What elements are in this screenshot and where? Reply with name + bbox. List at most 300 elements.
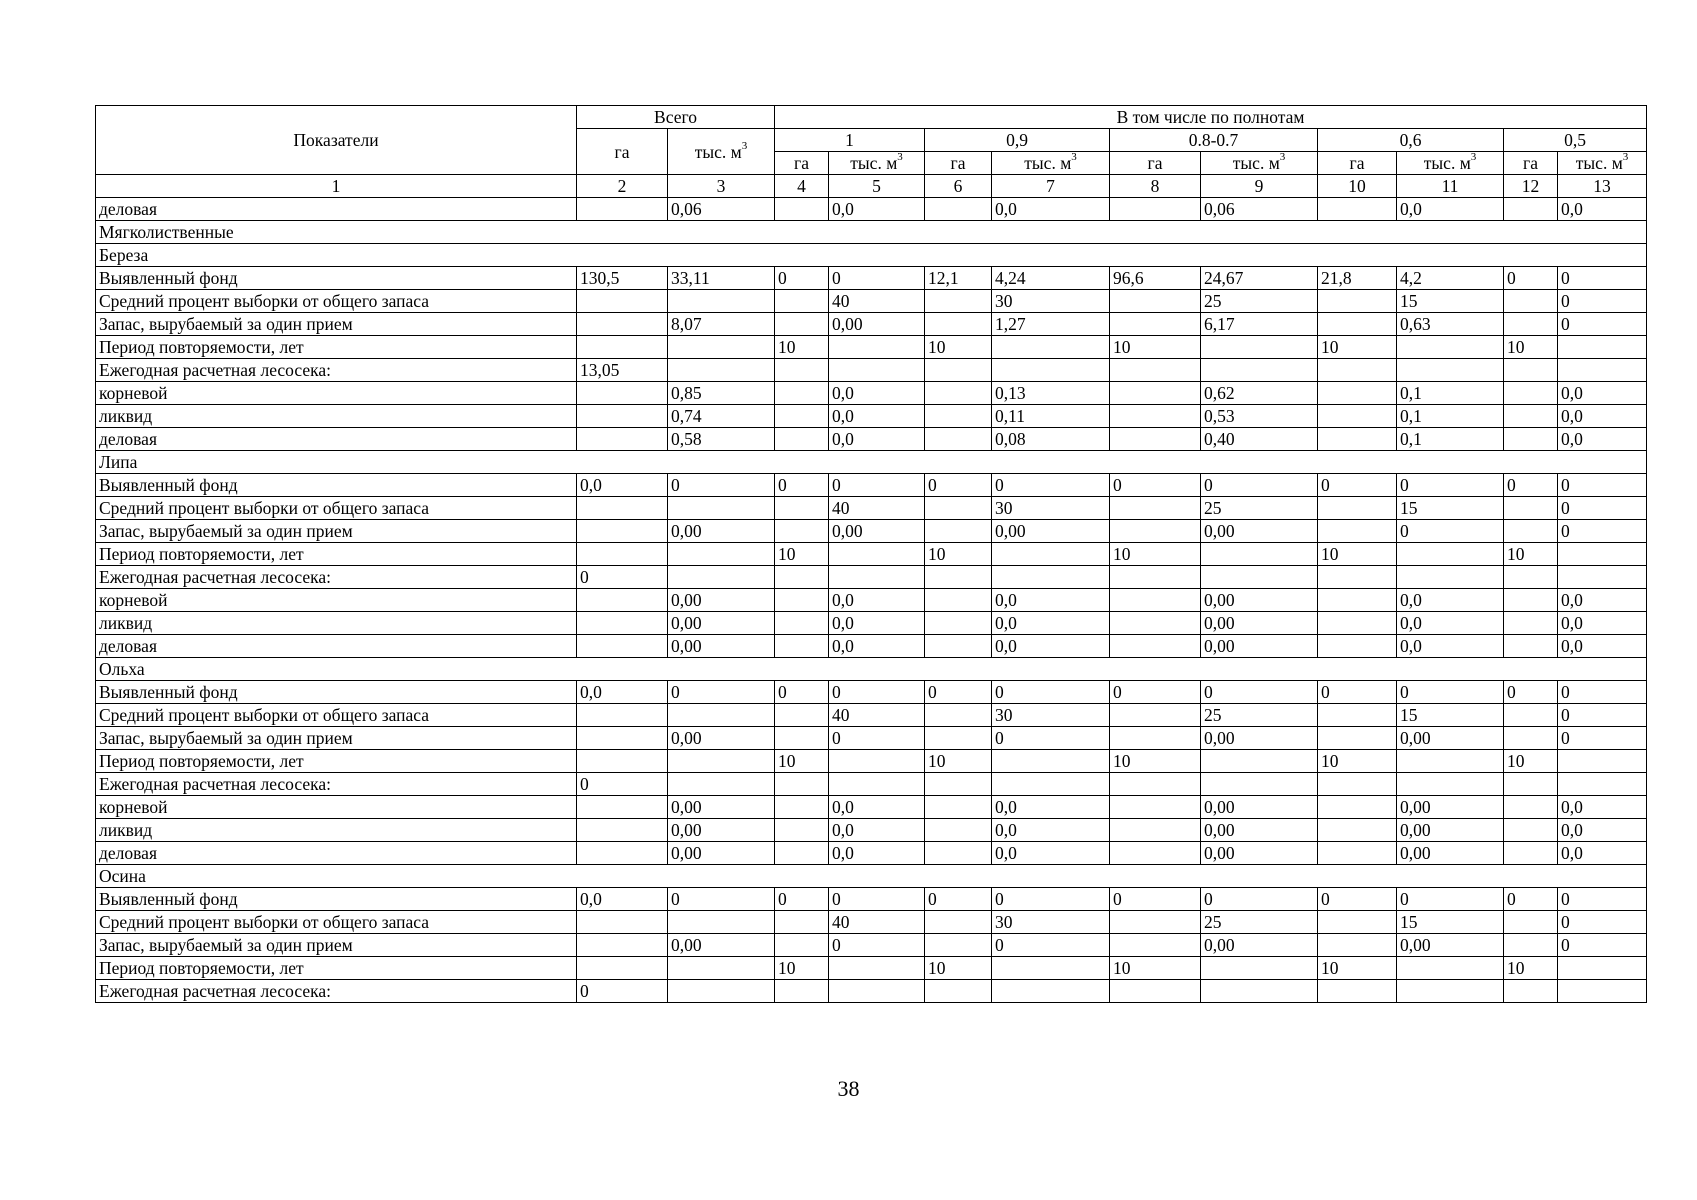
table-cell	[1558, 336, 1647, 359]
table-cell	[1397, 543, 1504, 566]
table-cell: 0,0	[992, 198, 1110, 221]
header-ha: га	[1318, 152, 1397, 175]
table-cell	[1558, 773, 1647, 796]
table-cell	[775, 727, 829, 750]
table-cell: 30	[992, 290, 1110, 313]
table-row	[96, 474, 1647, 497]
table-cell: 25	[1201, 911, 1318, 934]
table-row	[96, 428, 1647, 451]
column-number: 3	[668, 175, 775, 198]
table-cell	[775, 704, 829, 727]
table-cell	[668, 566, 775, 589]
table-cell	[577, 428, 668, 451]
table-cell: 0	[775, 681, 829, 704]
table-cell: 15	[1397, 497, 1504, 520]
table-cell	[668, 543, 775, 566]
section-row	[96, 658, 1647, 681]
table-cell	[1110, 359, 1201, 382]
table-row	[96, 543, 1647, 566]
table-cell: 10	[1110, 750, 1201, 773]
page-number: 38	[837, 1076, 860, 1101]
table-cell: 0	[992, 934, 1110, 957]
table-cell: 10	[1318, 957, 1397, 980]
header-total-volume: тыс. $м^3$	[668, 129, 775, 175]
table-cell: 0	[1504, 267, 1558, 290]
table-cell: 0,0	[829, 428, 925, 451]
row-label: Запас, вырубаемый за один прием	[96, 313, 577, 336]
table-cell: 0,40	[1201, 428, 1318, 451]
table-cell	[1110, 796, 1201, 819]
table-cell	[1504, 566, 1558, 589]
row-label: Ежегодная расчетная лесосека:	[96, 359, 577, 382]
table-cell: 15	[1397, 704, 1504, 727]
header-density-0-5: 0,5	[1504, 129, 1647, 152]
table-cell	[1318, 727, 1397, 750]
table-cell: 0,85	[668, 382, 775, 405]
table-cell: 0,0	[1558, 405, 1647, 428]
table-cell	[668, 911, 775, 934]
table-cell: 0,11	[992, 405, 1110, 428]
table-cell	[1110, 819, 1201, 842]
table-cell: 0,00	[668, 589, 775, 612]
section-row	[96, 451, 1647, 474]
table-cell: 0	[1110, 681, 1201, 704]
table-cell	[577, 934, 668, 957]
table-cell	[1201, 566, 1318, 589]
header-indicators: Показатели	[96, 106, 577, 175]
table-row	[96, 520, 1647, 543]
table-cell: 0,00	[1397, 796, 1504, 819]
table-cell: 0	[1504, 474, 1558, 497]
table-cell	[1318, 612, 1397, 635]
table-cell	[775, 359, 829, 382]
table-cell	[1504, 980, 1558, 1003]
forest-harvest-table	[95, 105, 1647, 1003]
table-cell: 0,0	[829, 382, 925, 405]
table-cell: 0,0	[829, 635, 925, 658]
row-label: Период повторяемости, лет	[96, 543, 577, 566]
table-cell	[577, 336, 668, 359]
table-cell	[925, 612, 992, 635]
table-cell	[1397, 980, 1504, 1003]
table-cell	[577, 727, 668, 750]
column-number: 7	[992, 175, 1110, 198]
row-label: Ежегодная расчетная лесосека:	[96, 980, 577, 1003]
table-cell	[1201, 336, 1318, 359]
table-cell	[1318, 980, 1397, 1003]
table-cell: 0	[1110, 474, 1201, 497]
table-cell	[1110, 520, 1201, 543]
table-cell	[577, 819, 668, 842]
table-cell: 0	[925, 681, 992, 704]
table-cell: 0,53	[1201, 405, 1318, 428]
table-cell	[577, 313, 668, 336]
table-cell	[925, 198, 992, 221]
table-cell	[1318, 382, 1397, 405]
table-cell: 0,0	[992, 635, 1110, 658]
table-row	[96, 267, 1647, 290]
table-row	[96, 336, 1647, 359]
table-cell	[775, 589, 829, 612]
table-cell	[775, 382, 829, 405]
table-cell: 12,1	[925, 267, 992, 290]
column-numbers-row	[96, 175, 1647, 198]
table-cell: 0	[1558, 681, 1647, 704]
table-cell: 0	[925, 474, 992, 497]
table-cell: 10	[1318, 336, 1397, 359]
section-label: Ольха	[96, 658, 1647, 681]
table-row	[96, 313, 1647, 336]
table-row	[96, 842, 1647, 865]
table-cell	[1558, 750, 1647, 773]
table-cell: 0,0	[1397, 635, 1504, 658]
table-cell: 0,06	[1201, 198, 1318, 221]
table-cell	[1504, 819, 1558, 842]
column-number: 9	[1201, 175, 1318, 198]
table-cell: 0	[1558, 313, 1647, 336]
row-label: Период повторяемости, лет	[96, 957, 577, 980]
table-cell	[1110, 382, 1201, 405]
table-cell: 0,08	[992, 428, 1110, 451]
table-cell	[1110, 290, 1201, 313]
table-cell	[1318, 497, 1397, 520]
header-density-1: 1	[775, 129, 925, 152]
table-cell	[829, 957, 925, 980]
table-cell: 15	[1397, 911, 1504, 934]
table-row	[96, 957, 1647, 980]
table-cell	[829, 750, 925, 773]
table-cell	[1397, 336, 1504, 359]
table-cell	[1110, 911, 1201, 934]
table-cell	[1397, 957, 1504, 980]
table-cell	[1110, 773, 1201, 796]
table-cell	[925, 911, 992, 934]
table-cell	[775, 313, 829, 336]
table-cell: 0	[668, 474, 775, 497]
section-label: Мягколиственные	[96, 221, 1647, 244]
table-cell	[577, 543, 668, 566]
table-cell	[668, 980, 775, 1003]
table-cell	[775, 566, 829, 589]
table-cell	[577, 750, 668, 773]
table-cell: 0,0	[829, 819, 925, 842]
table-cell	[775, 773, 829, 796]
table-cell: 0,00	[1201, 796, 1318, 819]
table-cell: 0	[1558, 727, 1647, 750]
table-cell	[1558, 980, 1647, 1003]
table-cell: 0	[775, 888, 829, 911]
table-cell: 0,00	[1397, 727, 1504, 750]
table-cell: 0,00	[1397, 819, 1504, 842]
table-cell: 0,0	[577, 888, 668, 911]
table-cell	[1504, 497, 1558, 520]
row-label: корневой	[96, 382, 577, 405]
row-label: Период повторяемости, лет	[96, 750, 577, 773]
table-cell	[829, 566, 925, 589]
table-cell	[1318, 313, 1397, 336]
table-cell: 25	[1201, 704, 1318, 727]
column-number: 12	[1504, 175, 1558, 198]
table-row	[96, 681, 1647, 704]
table-cell	[1110, 980, 1201, 1003]
table-cell	[925, 980, 992, 1003]
table-cell	[668, 290, 775, 313]
table-cell	[1504, 842, 1558, 865]
table-cell	[1504, 589, 1558, 612]
table-cell	[1201, 980, 1318, 1003]
table-cell	[1318, 589, 1397, 612]
table-cell: 10	[775, 750, 829, 773]
table-cell	[1397, 750, 1504, 773]
table-cell: 0	[1558, 934, 1647, 957]
table-cell	[775, 842, 829, 865]
table-cell: 0	[829, 681, 925, 704]
table-cell: 40	[829, 497, 925, 520]
row-label: корневой	[96, 796, 577, 819]
table-cell: 0	[1397, 681, 1504, 704]
table-cell: 96,6	[1110, 267, 1201, 290]
header-ha: га	[1110, 152, 1201, 175]
table-cell	[775, 635, 829, 658]
table-cell	[1558, 359, 1647, 382]
table-cell: 0	[668, 681, 775, 704]
table-cell: 25	[1201, 290, 1318, 313]
table-cell	[668, 704, 775, 727]
header-ha: га	[925, 152, 992, 175]
table-cell: 10	[1110, 957, 1201, 980]
table-cell	[1201, 359, 1318, 382]
table-cell: 0	[925, 888, 992, 911]
header-total-ha: га	[577, 129, 668, 175]
table-cell: 0,0	[1558, 796, 1647, 819]
row-label: Выявленный фонд	[96, 681, 577, 704]
table-cell: 0,0	[829, 405, 925, 428]
table-row	[96, 382, 1647, 405]
table-cell: 0,00	[1397, 842, 1504, 865]
table-cell	[1110, 842, 1201, 865]
table-cell	[992, 980, 1110, 1003]
table-cell: 0,0	[1558, 635, 1647, 658]
table-cell: 0,0	[829, 589, 925, 612]
table-cell: 0	[1201, 681, 1318, 704]
table-cell	[1558, 957, 1647, 980]
table-row	[96, 290, 1647, 313]
table-cell	[1504, 428, 1558, 451]
row-label: Выявленный фонд	[96, 888, 577, 911]
table-cell: 0,0	[1397, 198, 1504, 221]
table-cell	[1504, 359, 1558, 382]
row-label: Период повторяемости, лет	[96, 336, 577, 359]
row-label: деловая	[96, 842, 577, 865]
table-cell: 0,0	[577, 474, 668, 497]
table-cell	[925, 428, 992, 451]
table-cell	[1504, 773, 1558, 796]
table-cell: 10	[1504, 543, 1558, 566]
table-cell: 0,0	[1558, 198, 1647, 221]
table-cell	[1397, 773, 1504, 796]
table-cell	[1504, 934, 1558, 957]
table-cell	[1110, 727, 1201, 750]
table-cell: 0	[1558, 267, 1647, 290]
header-density-0-6: 0,6	[1318, 129, 1504, 152]
column-number: 6	[925, 175, 992, 198]
table-cell	[925, 842, 992, 865]
table-cell	[1504, 796, 1558, 819]
table-cell: 0,00	[829, 520, 925, 543]
column-number: 2	[577, 175, 668, 198]
table-cell	[775, 405, 829, 428]
table-body	[96, 198, 1647, 1003]
table-cell	[577, 497, 668, 520]
table-cell: 0,0	[1558, 819, 1647, 842]
row-label: деловая	[96, 428, 577, 451]
table-cell	[992, 359, 1110, 382]
table-cell	[577, 405, 668, 428]
table-cell: 0,0	[1397, 589, 1504, 612]
row-label: Ежегодная расчетная лесосека:	[96, 773, 577, 796]
header-density-0-8-0-7: 0.8-0.7	[1110, 129, 1318, 152]
table-cell: 0,00	[668, 796, 775, 819]
section-label: Липа	[96, 451, 1647, 474]
table-cell	[925, 589, 992, 612]
table-cell: 0	[1504, 681, 1558, 704]
row-label: корневой	[96, 589, 577, 612]
table-cell	[992, 750, 1110, 773]
header-volume: тыс. $м^3$	[829, 152, 925, 175]
table-cell: 0,00	[1201, 934, 1318, 957]
header-volume: тыс. $м^3$	[1201, 152, 1318, 175]
table-cell: 0,1	[1397, 405, 1504, 428]
table-cell	[1397, 359, 1504, 382]
table-cell: 0	[1201, 888, 1318, 911]
table-cell: 0,0	[1558, 382, 1647, 405]
table-cell: 0	[1201, 474, 1318, 497]
table-cell: 0,0	[992, 796, 1110, 819]
table-cell	[1504, 704, 1558, 727]
table-cell	[829, 336, 925, 359]
table-cell	[1504, 405, 1558, 428]
table-cell	[775, 980, 829, 1003]
table-cell: 0,62	[1201, 382, 1318, 405]
table-cell: 0	[1558, 888, 1647, 911]
table-cell	[577, 957, 668, 980]
table-cell: 0,00	[1201, 727, 1318, 750]
table-cell	[925, 704, 992, 727]
table-cell	[925, 727, 992, 750]
row-label: ликвид	[96, 819, 577, 842]
row-label: Средний процент выборки от общего запаса	[96, 497, 577, 520]
table-cell: 0	[829, 727, 925, 750]
table-cell: 33,11	[668, 267, 775, 290]
table-cell	[775, 612, 829, 635]
column-number: 4	[775, 175, 829, 198]
table-cell	[1318, 773, 1397, 796]
row-label: Ежегодная расчетная лесосека:	[96, 566, 577, 589]
table-cell	[1397, 566, 1504, 589]
section-row	[96, 865, 1647, 888]
table-cell: 0,00	[992, 520, 1110, 543]
table-cell: 10	[925, 543, 992, 566]
table-cell	[1110, 589, 1201, 612]
table-cell	[925, 635, 992, 658]
table-cell: 0	[829, 267, 925, 290]
column-number: 5	[829, 175, 925, 198]
column-number: 8	[1110, 175, 1201, 198]
table-row	[96, 819, 1647, 842]
table-row	[96, 934, 1647, 957]
table-cell: 0	[1110, 888, 1201, 911]
table-cell	[829, 980, 925, 1003]
table-cell	[925, 773, 992, 796]
table-cell	[668, 359, 775, 382]
table-cell: 0,00	[668, 842, 775, 865]
table-cell	[577, 911, 668, 934]
table-row	[96, 566, 1647, 589]
table-cell: 10	[925, 336, 992, 359]
row-label: ликвид	[96, 405, 577, 428]
table-cell	[577, 382, 668, 405]
table-cell: 0	[577, 773, 668, 796]
table-row	[96, 773, 1647, 796]
column-number: 13	[1558, 175, 1647, 198]
table-cell	[577, 635, 668, 658]
table-cell	[1504, 727, 1558, 750]
table-cell: 0,00	[1201, 612, 1318, 635]
table-cell	[775, 428, 829, 451]
table-cell	[992, 957, 1110, 980]
table-cell: 0	[775, 474, 829, 497]
table-cell	[1110, 198, 1201, 221]
row-label: Средний процент выборки от общего запаса	[96, 911, 577, 934]
table-cell	[925, 313, 992, 336]
table-cell	[1318, 819, 1397, 842]
table-cell: 0	[1397, 520, 1504, 543]
header-ha: га	[1504, 152, 1558, 175]
table-row	[96, 198, 1647, 221]
table-cell	[1201, 773, 1318, 796]
table-cell: 0	[1558, 911, 1647, 934]
table-cell: 1,27	[992, 313, 1110, 336]
table-cell: 130,5	[577, 267, 668, 290]
table-cell: 0,74	[668, 405, 775, 428]
table-cell: 0,06	[668, 198, 775, 221]
table-cell	[1504, 382, 1558, 405]
row-label: Выявленный фонд	[96, 474, 577, 497]
table-cell: 10	[1110, 336, 1201, 359]
table-cell: 0,00	[1201, 589, 1318, 612]
table-cell: 0,00	[668, 635, 775, 658]
section-row	[96, 244, 1647, 267]
table-row	[96, 980, 1647, 1003]
table-cell: 13,05	[577, 359, 668, 382]
table-cell	[775, 290, 829, 313]
table-cell: 4,24	[992, 267, 1110, 290]
table-cell: 0,00	[1201, 819, 1318, 842]
table-cell	[992, 773, 1110, 796]
table-cell	[1110, 497, 1201, 520]
table-cell: 0,00	[829, 313, 925, 336]
header-density-0-9: 0,9	[925, 129, 1110, 152]
table-cell: 0,0	[829, 842, 925, 865]
table-cell: 0,63	[1397, 313, 1504, 336]
table-cell	[992, 336, 1110, 359]
table-row	[96, 704, 1647, 727]
table-cell	[1318, 566, 1397, 589]
table-cell: 0,00	[668, 727, 775, 750]
table-cell: 0	[992, 681, 1110, 704]
table-cell: 0	[992, 474, 1110, 497]
table-cell	[577, 198, 668, 221]
